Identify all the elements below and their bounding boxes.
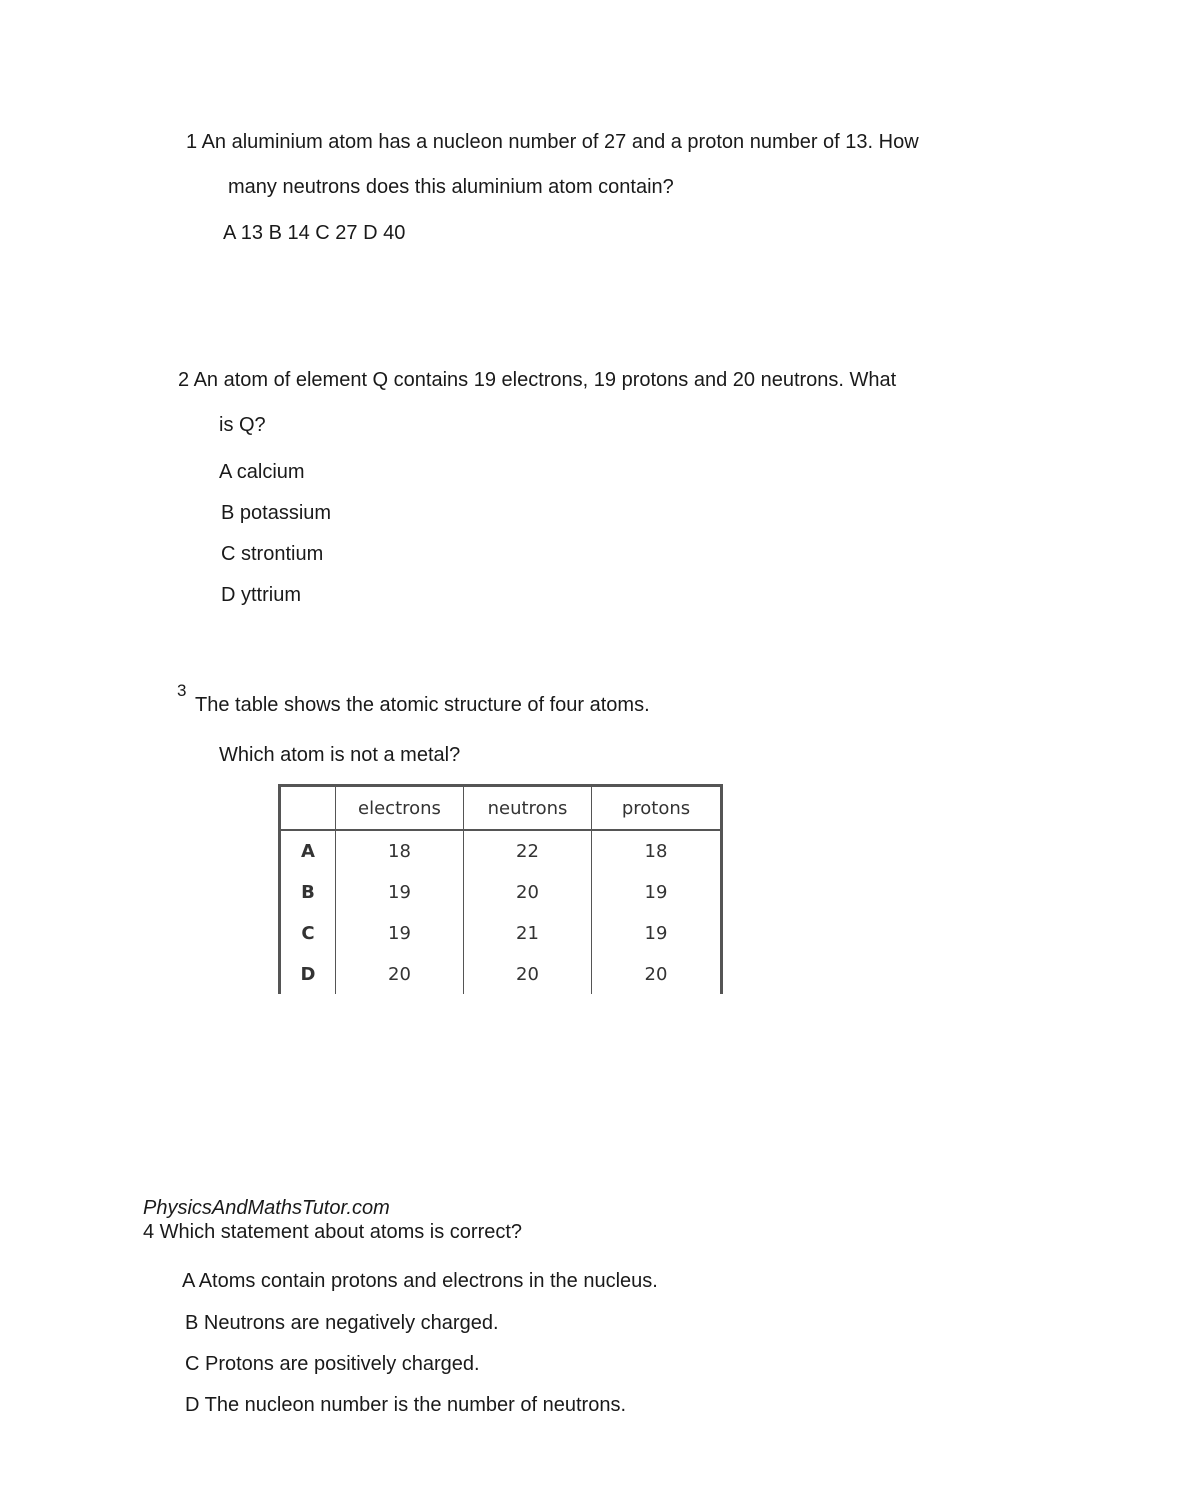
table-row (280, 872, 722, 913)
cell-protons: 19 (592, 872, 722, 913)
cell-neutrons: 20 (464, 872, 592, 913)
table-row (280, 954, 722, 994)
row-label: D (280, 954, 336, 994)
cell-electrons: 19 (336, 872, 464, 913)
table-header-neutrons: neutrons (464, 786, 592, 831)
row-label: C (280, 913, 336, 954)
cell-electrons: 18 (336, 830, 464, 872)
row-label: B (280, 872, 336, 913)
cell-electrons: 20 (336, 954, 464, 994)
q4-option-b: B Neutrons are negatively charged. (185, 1312, 499, 1334)
q4-option-d: D The nucleon number is the number of neutrons. (185, 1394, 626, 1416)
q4-option-a: A Atoms contain protons and electrons in the nucleus. (182, 1270, 658, 1292)
cell-electrons: 19 (336, 913, 464, 954)
table-header-protons: protons (592, 786, 722, 831)
footer-brand: PhysicsAndMathsTutor.com (143, 1197, 390, 1219)
q2-option-c: C strontium (221, 543, 324, 565)
q4-stem: 4 Which statement about atoms is correct? (143, 1221, 523, 1243)
q1-stem-line1: 1 An aluminium atom has a nucleon number of 27 and a proton number of 13. How (186, 131, 919, 153)
table-row (280, 830, 722, 872)
q1-stem-line2: many neutrons does this aluminium atom contain? (228, 176, 674, 198)
q2-stem-line2: is Q? (219, 414, 266, 436)
q2-option-b: B potassium (221, 502, 332, 524)
table-header-row (280, 786, 722, 831)
table-header-corner (280, 786, 336, 831)
cell-protons: 20 (592, 954, 722, 994)
row-label: A (280, 830, 336, 872)
cell-neutrons: 22 (464, 830, 592, 872)
q4-option-c: C Protons are positively charged. (185, 1353, 480, 1375)
table-header-electrons: electrons (336, 786, 464, 831)
q3-number: 3 (177, 681, 187, 700)
table-row (280, 913, 722, 954)
q1-options: A 13 B 14 C 27 D 40 (223, 222, 406, 244)
cell-neutrons: 20 (464, 954, 592, 994)
cell-protons: 18 (592, 830, 722, 872)
q2-option-a: A calcium (219, 461, 305, 483)
q3-stem-line2: Which atom is not a metal? (219, 744, 461, 766)
q3-stem-line1: The table shows the atomic structure of four atoms. (195, 694, 650, 716)
cell-neutrons: 21 (464, 913, 592, 954)
atomic-structure-table (278, 784, 723, 994)
cell-protons: 19 (592, 913, 722, 954)
q2-option-d: D yttrium (221, 584, 301, 606)
q2-stem-line1: 2 An atom of element Q contains 19 electrons, 19 protons and 20 neutrons. What (178, 369, 897, 391)
